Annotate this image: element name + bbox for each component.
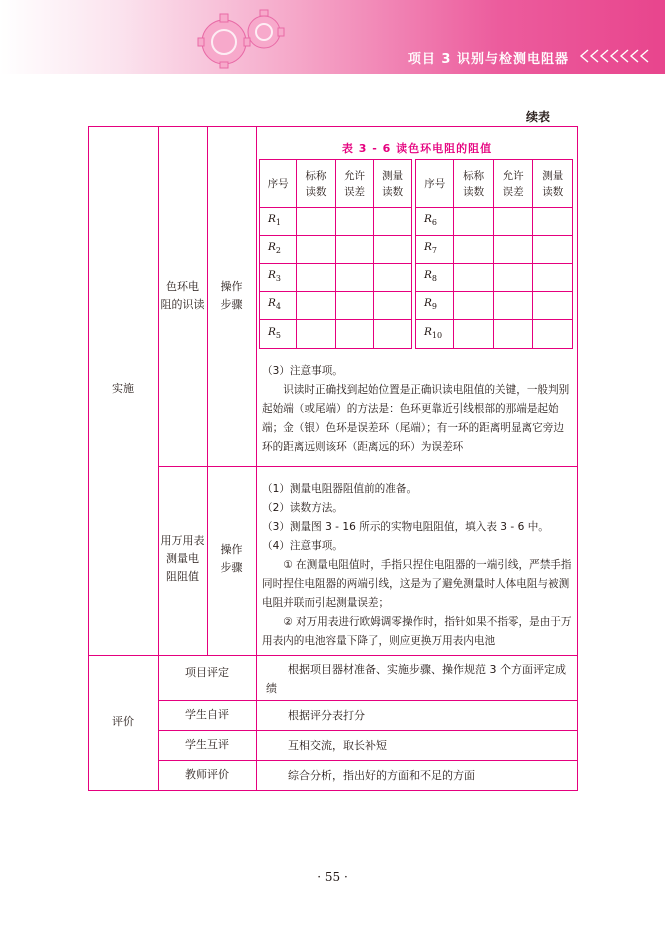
table-divider [158,700,578,701]
note-item: ② 对万用表进行欧姆调零操作时，指针如果不指零，是由于万用表内的电池容量下降了，则应更换万用表内电池 [262,616,572,647]
measured-cell [374,236,412,264]
resistor-label: $R_4$ [260,292,297,320]
tolerance-cell [493,208,533,236]
measured-cell [533,320,573,349]
note-body: 识读时正确找到起始位置是正确识读电阻值的关键，一般判别起始端（或尾端）的方法是：色环更靠近引线根部的那端是起始端；金（银）色环是误差环（尾端）；有一环的距离明显离它旁边环的距离远则该环（距离远的环）为误差环 [262,384,570,453]
step-item: （2）读数方法。 [262,502,343,514]
measured-cell [533,292,573,320]
nominal-cell [454,264,494,292]
eval-item: 学生自评 [185,708,229,721]
resistor-label: $R_7$ [416,236,454,264]
eval-content: 根据评分表打分 [288,709,365,722]
nominal-cell [297,236,336,264]
nominal-cell [454,320,494,349]
measured-cell [533,208,573,236]
resistor-label: $R_6$ [416,208,454,236]
nominal-cell [297,208,336,236]
nominal-cell [297,320,336,349]
nominal-cell [297,264,336,292]
measured-cell [533,236,573,264]
measured-cell [374,292,412,320]
step-item: （1）测量电阻器阻值前的准备。 [262,483,418,495]
eval-content: 根据项目器材准备、实施步骤、操作规范 3 个方面评定成绩 [266,663,566,695]
step-label-multimeter: 操作 步骤 [220,543,243,574]
tolerance-cell [493,264,533,292]
table-row [416,264,573,292]
resistor-label: $R_5$ [260,320,297,349]
eval-item: 学生互评 [185,738,229,751]
table-row [260,320,412,349]
header-nominal: 标称 读数 [454,160,494,208]
nominal-cell [454,208,494,236]
table-divider [256,655,257,791]
table-divider [158,760,578,761]
resistor-label: $R_8$ [416,264,454,292]
measured-cell [374,264,412,292]
tolerance-cell [335,264,374,292]
continued-label: 续表 [526,110,551,124]
header-seq: 序号 [416,160,454,208]
section-label-implementation: 实施 [112,382,134,395]
table-divider [158,730,578,731]
measured-cell [374,320,412,349]
note-item: ① 在测量电阻值时，手指只捏住电阻器的一端引线，严禁手指同时捏住电阻器的两端引线，这是为了避免测量时人体电阻与被测电阻并联而引起测量误差； [262,559,572,609]
multimeter-steps [262,480,574,651]
header-measured: 测量 读数 [533,160,573,208]
gear-decoration-icon [186,8,296,70]
step-item: （4）注意事项。 [262,540,343,552]
section-label-evaluation: 评价 [112,715,134,728]
header-measured: 测量 读数 [374,160,412,208]
note-title: （3）注意事项。 [262,365,343,377]
eval-item: 教师评价 [185,768,229,781]
project-title: 项目 3 识别与检测电阻器 [407,52,569,67]
item-label-color-ring: 色环电 阻的识读 [160,280,205,311]
tolerance-cell [335,208,374,236]
eval-content: 互相交流，取长补短 [288,739,387,752]
color-ring-notes [262,362,574,457]
table-row [416,208,573,236]
table-row [260,292,412,320]
resistor-label: $R_3$ [260,264,297,292]
table-divider [158,126,159,791]
tolerance-cell [335,320,374,349]
tolerance-cell [335,236,374,264]
page-number: · 55 · [317,870,348,884]
resistor-table-right [415,159,573,349]
header-nominal: 标称 读数 [297,160,336,208]
nominal-cell [297,292,336,320]
header-tolerance: 允许 误差 [493,160,533,208]
eval-item: 项目评定 [185,666,229,679]
table-divider [88,655,578,656]
resistor-table-left [259,159,412,349]
table-divider [256,126,257,655]
table-row [416,292,573,320]
header-tolerance: 允许 误差 [335,160,374,208]
tolerance-cell [493,320,533,349]
eval-content: 综合分析，指出好的方面和不足的方面 [288,769,475,782]
nominal-cell [454,236,494,264]
table-row [260,236,412,264]
chevrons-left-icon [578,48,660,64]
tolerance-cell [493,292,533,320]
table-row [260,208,412,236]
item-label-multimeter: 用万用表 测量电 阻阻值 [160,534,205,583]
header-seq: 序号 [260,160,297,208]
step-label-color-ring: 操作 步骤 [220,280,243,311]
resistor-label: $R_9$ [416,292,454,320]
resistor-label: $R_1$ [260,208,297,236]
table-divider [158,466,578,467]
table-row [416,320,573,349]
tolerance-cell [335,292,374,320]
nominal-cell [454,292,494,320]
table-caption: 表 3 - 6 读色环电阻的阻值 [341,142,493,155]
table-row [260,264,412,292]
measured-cell [533,264,573,292]
resistor-label: $R_2$ [260,236,297,264]
resistor-label: $R_{10}$ [416,320,454,349]
tolerance-cell [493,236,533,264]
step-item: （3）测量图 3 - 16 所示的实物电阻阻值，填入表 3 - 6 中。 [262,521,549,533]
table-row [416,236,573,264]
measured-cell [374,208,412,236]
